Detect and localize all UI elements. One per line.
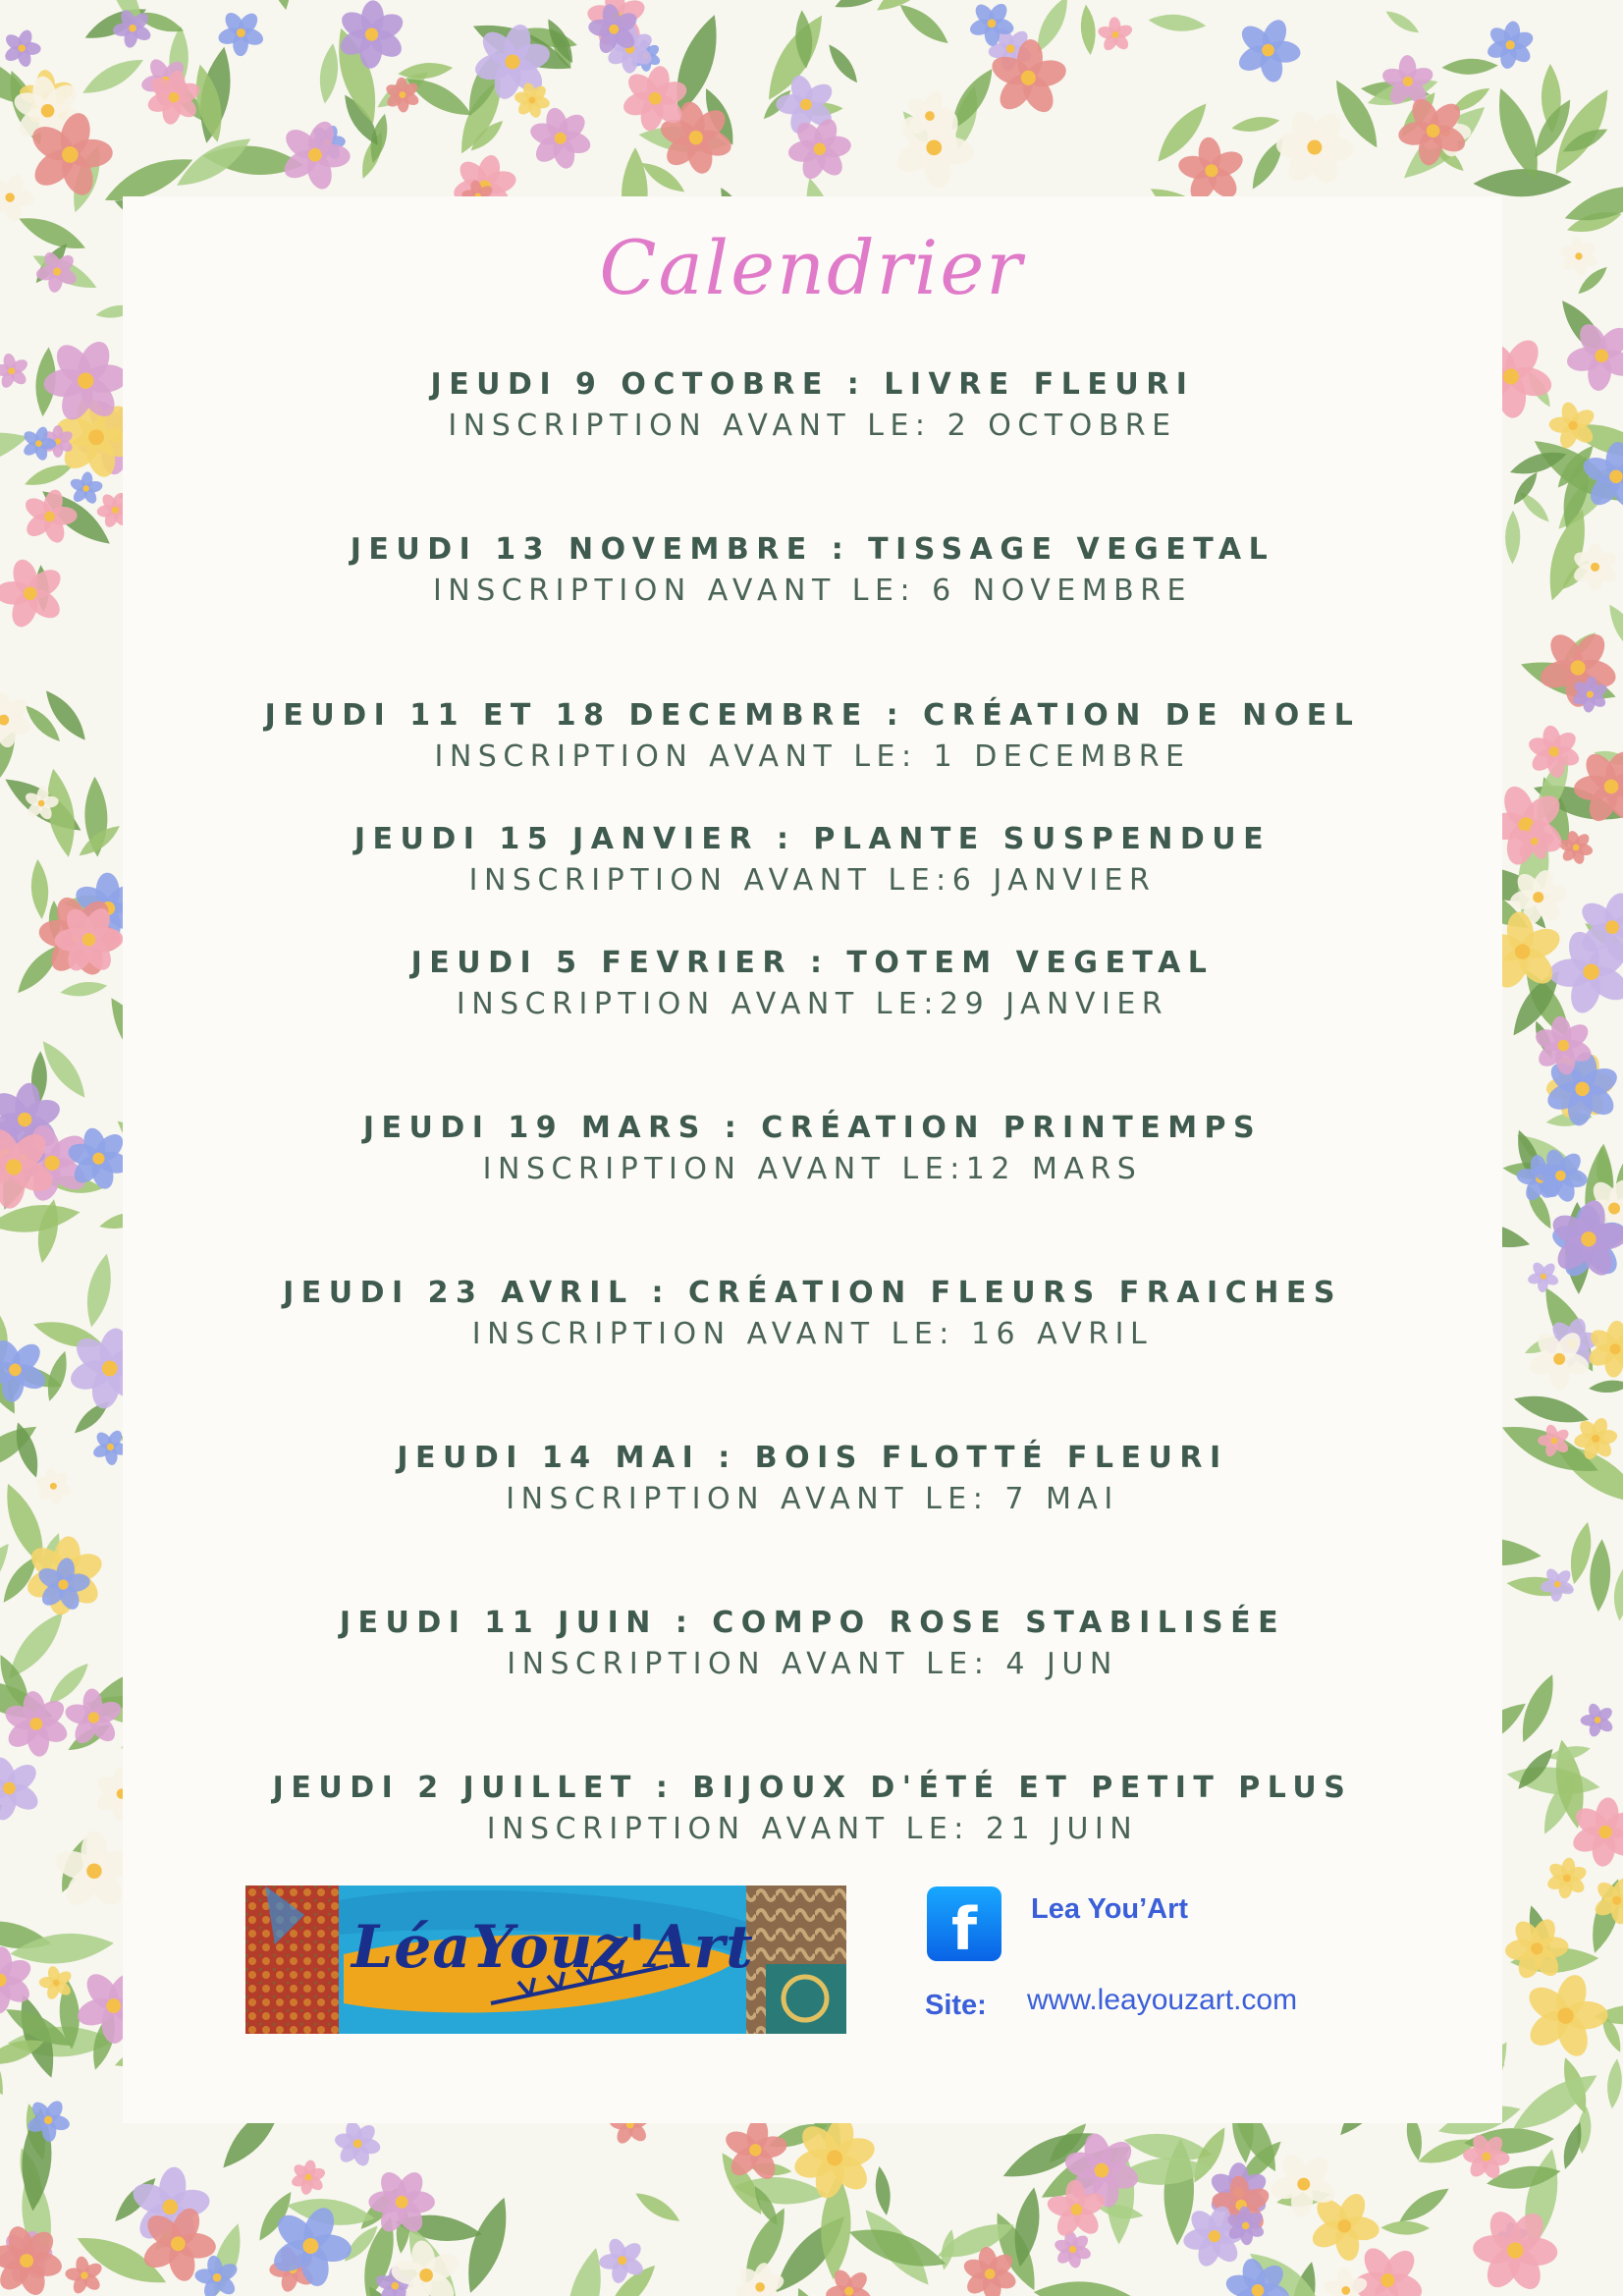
leaf-decoration <box>1589 1539 1612 1613</box>
flower-decoration <box>1486 20 1536 70</box>
leaf-decoration <box>1589 1379 1623 1394</box>
flower-decoration <box>1527 1260 1560 1292</box>
leaf-decoration <box>0 469 5 515</box>
event-name: JEUDI 15 JANVIER : PLANTE SUSPENDUE <box>353 822 1271 856</box>
flower-decoration <box>69 471 104 506</box>
banner-logo-text: LéaYouz'Art <box>352 1913 754 1982</box>
flower-decoration <box>0 353 29 390</box>
leaf-decoration <box>844 2218 949 2277</box>
leaf-decoration <box>1505 1761 1602 1800</box>
leaf-decoration <box>1605 2058 1623 2109</box>
flower-decoration <box>1176 137 1247 205</box>
event-item <box>123 1604 1502 1686</box>
flower-decoration <box>2 28 41 69</box>
leaf-decoration <box>39 685 92 745</box>
flower-decoration <box>0 1754 42 1823</box>
flower-decoration <box>1223 2257 1292 2296</box>
event-item <box>123 1439 1502 1521</box>
event-name: JEUDI 14 MAI : BOIS FLOTTÉ FLEURI <box>397 1441 1228 1475</box>
event-item <box>123 1109 1502 1191</box>
leaf-decoration <box>1230 114 1280 136</box>
leaf-decoration <box>81 1252 118 1330</box>
event-item <box>123 820 1502 902</box>
flower-decoration <box>1526 724 1581 779</box>
event-item <box>123 696 1502 779</box>
leaf-decoration <box>824 40 863 86</box>
event-deadline: INSCRIPTION AVANT LE: 2 OCTOBRE <box>448 409 1177 443</box>
leaf-decoration <box>1148 12 1207 34</box>
flower-decoration <box>1234 16 1301 83</box>
event-name: JEUDI 2 JUILLET : BIJOUX D'ÉTÉ ET PETIT PLUS <box>272 1771 1353 1805</box>
event-name: JEUDI 13 NOVEMBRE : TISSAGE VEGETAL <box>350 532 1275 567</box>
event-deadline: INSCRIPTION AVANT LE: 21 JUIN <box>486 1812 1139 1846</box>
leaf-decoration <box>252 0 300 13</box>
event-deadline: INSCRIPTION AVANT LE:29 JANVIER <box>456 987 1169 1021</box>
leaf-decoration <box>1032 2277 1141 2296</box>
leaf-decoration <box>1380 2220 1430 2234</box>
flower-decoration <box>1523 1971 1608 2060</box>
event-deadline: INSCRIPTION AVANT LE: 7 MAI <box>506 1482 1119 1516</box>
event-item <box>123 365 1502 448</box>
leaf-decoration <box>79 51 148 101</box>
facebook-icon[interactable]: f <box>927 1886 1001 1961</box>
leaf-decoration <box>1441 58 1498 76</box>
flower-decoration <box>333 2119 381 2168</box>
lea-youz-art-banner <box>245 1886 846 2034</box>
leaf-decoration <box>1602 600 1623 662</box>
leaf-decoration <box>873 2165 893 2216</box>
flower-decoration <box>0 557 66 630</box>
flower-decoration <box>1097 17 1134 53</box>
leaf-decoration <box>1382 7 1422 37</box>
event-deadline: INSCRIPTION AVANT LE: 1 DECEMBRE <box>434 739 1191 774</box>
flower-decoration <box>0 1336 49 1403</box>
flower-decoration <box>22 425 57 462</box>
site-label: Site: <box>925 1990 987 2021</box>
leaf-decoration <box>457 2193 517 2296</box>
leaf-decoration <box>559 2245 610 2296</box>
event-deadline: INSCRIPTION AVANT LE: 6 NOVEMBRE <box>432 574 1193 608</box>
leaf-decoration <box>1079 4 1098 56</box>
event-name: JEUDI 19 MARS : CRÉATION PRINTEMPS <box>362 1111 1263 1145</box>
leaf-decoration <box>29 858 50 919</box>
event-deadline: INSCRIPTION AVANT LE:12 MARS <box>482 1152 1143 1186</box>
event-name: JEUDI 11 JUIN : COMPO ROSE STABILISÉE <box>339 1606 1286 1640</box>
flower-decoration <box>290 2159 326 2196</box>
event-name: JEUDI 5 FEVRIER : TOTEM VEGETAL <box>410 946 1215 980</box>
flower-decoration <box>0 172 34 223</box>
event-deadline: INSCRIPTION AVANT LE:6 JANVIER <box>468 863 1157 898</box>
facebook-page-link[interactable]: Lea You’Art <box>1031 1893 1189 1925</box>
event-name: JEUDI 23 AVRIL : CRÉATION FLEURS FRAICHES <box>283 1276 1342 1310</box>
event-deadline: INSCRIPTION AVANT LE: 16 AVRIL <box>471 1317 1154 1351</box>
leaf-decoration <box>59 979 108 1000</box>
leaf-decoration <box>1612 1567 1623 1621</box>
event-name: JEUDI 9 OCTOBRE : LIVRE FLEURI <box>430 367 1195 402</box>
leaf-decoration <box>1505 511 1521 565</box>
leaf-decoration <box>316 42 342 105</box>
event-item <box>123 1769 1502 1851</box>
flower-decoration <box>1540 1566 1576 1602</box>
flower-decoration <box>279 118 351 191</box>
page-title: Calendrier <box>599 224 1024 311</box>
flower-decoration <box>1581 1702 1615 1738</box>
flower-decoration <box>22 487 78 545</box>
flower-decoration <box>1275 107 1354 188</box>
website-link[interactable]: www.leayouzart.com <box>1027 1984 1298 2016</box>
flower-decoration <box>0 690 33 748</box>
event-item <box>123 944 1502 1026</box>
flower-decoration <box>1545 1857 1589 1899</box>
flower-decoration <box>34 1467 72 1504</box>
leaf-decoration <box>894 0 953 50</box>
flower-decoration <box>514 82 551 119</box>
event-item <box>123 1274 1502 1356</box>
event-name: JEUDI 11 ET 18 DECEMBRE : CRÉATION DE NOEL <box>264 698 1361 733</box>
event-deadline: INSCRIPTION AVANT LE: 4 JUN <box>507 1647 1118 1681</box>
event-item <box>123 530 1502 613</box>
leaf-decoration <box>1511 1389 1592 1431</box>
flower-decoration <box>1053 2230 1092 2269</box>
leaf-decoration <box>632 2187 684 2227</box>
